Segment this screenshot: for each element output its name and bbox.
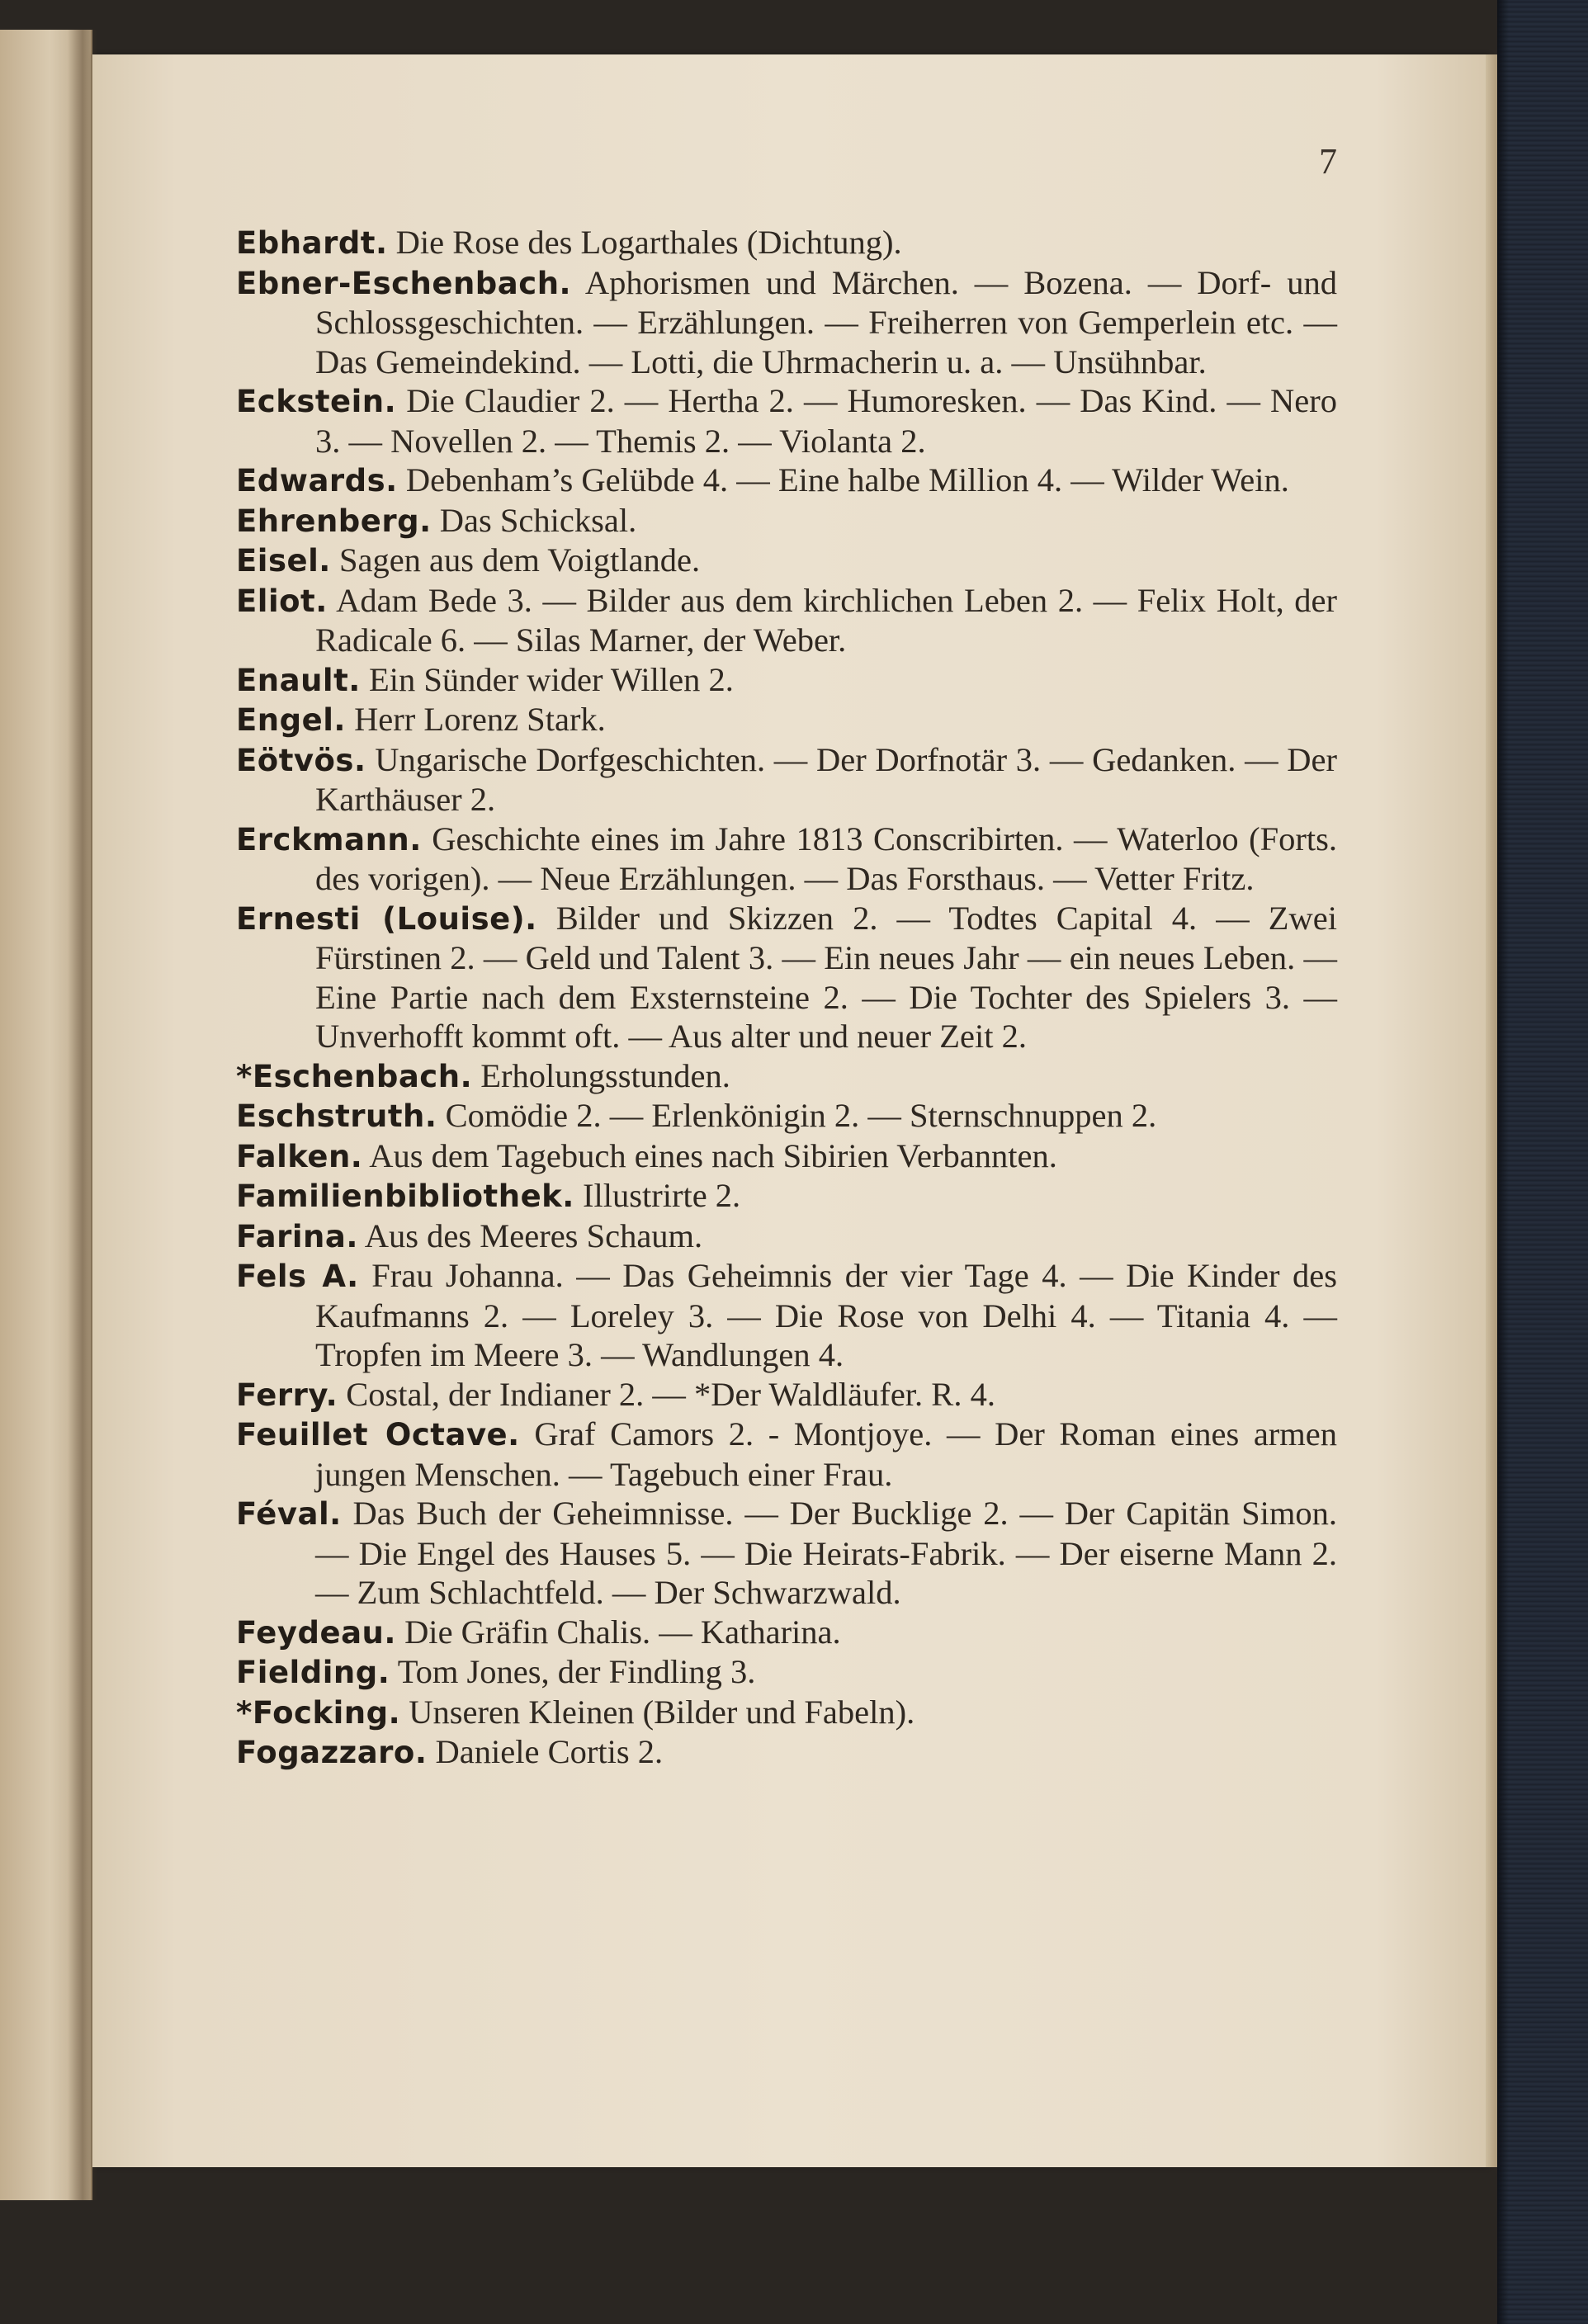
catalog-entry (236, 1216, 1337, 1257)
titles: Sagen aus dem Voigtlande. (338, 541, 701, 579)
titles: Die Claudier 2. — Hertha 2. — Humoresken. — Das Kind. — Nero 3. — Novellen 2. — Themis 2. — Violanta 2. (315, 382, 1338, 460)
titles: Das Schicksal. (439, 501, 637, 539)
titles: Die Gräfin Chalis. — Katharina. (404, 1613, 841, 1651)
titles: Debenham’s Gelübde 4. — Eine halbe Million 4. — Wilder Wein. (405, 461, 1289, 498)
author-name: Familienbibliothek. (236, 1179, 574, 1214)
author-name: Féval. (236, 1496, 342, 1532)
titles: Bilder und Skizzen 2. — Todtes Capital 4. — Zwei Fürstinen 2. — Geld und Talent 3. — Ein neues Jahr — ein neues Leben. — Eine Partie nach dem Exsternsteine 2. — Die Tochter des Spielers 3. — Unverhofft kommt oft. — Aus alter und neuer Zeit 2. (315, 899, 1337, 1055)
catalog-entry (236, 461, 1337, 501)
catalog-entry (236, 1096, 1337, 1136)
author-name: Eisel. (236, 543, 331, 579)
titles: Aus dem Tagebuch eines nach Sibirien Verbannten. (369, 1136, 1057, 1174)
titles: Adam Bede 3. — Bilder aus dem kirchlichen Leben 2. — Felix Holt, der Radicale 6. — Silas Marner, der Weber. (315, 581, 1337, 659)
author-name: Farina. (236, 1218, 358, 1254)
titles: Geschichte eines im Jahre 1813 Conscribirten. — Waterloo (Forts. des vorigen). — Neue Erzählungen. — Das Forsthaus. — Vetter Fritz. (315, 820, 1338, 897)
catalog-entry (236, 1693, 1337, 1733)
catalog-entry (236, 1613, 1337, 1653)
author-name: Ferry. (236, 1377, 338, 1413)
titles: Illustrirte 2. (582, 1177, 741, 1214)
titles: Ungarische Dorfgeschichten. — Der Dorfnotär 3. — Gedanken. — Der Karthäuser 2. (315, 740, 1337, 818)
titles: Herr Lorenz Stark. (354, 701, 606, 738)
author-name: Feydeau. (236, 1614, 396, 1651)
author-name: Eötvös. (236, 742, 366, 778)
catalog-entry (236, 381, 1337, 461)
author-name: Erckmann. (236, 821, 422, 857)
titles: Erholungsstunden. (480, 1056, 730, 1094)
catalog-entry (236, 1256, 1337, 1375)
catalog-entry (236, 541, 1337, 581)
catalog-entry (236, 1415, 1337, 1494)
author-name: Edwards. (236, 463, 398, 498)
book-cover (1497, 0, 1588, 2324)
titles: Comödie 2. — Erlenkönigin 2. — Sternschnuppen 2. (445, 1097, 1157, 1134)
author-name: Engel. (236, 702, 346, 738)
page-number: 7 (1319, 141, 1337, 182)
catalog-entry (236, 899, 1337, 1056)
titles: Costal, der Indianer 2. — *Der Waldläufer. R. 4. (346, 1375, 995, 1413)
author-name: Fogazzaro. (236, 1735, 428, 1770)
author-name: Ehrenberg. (236, 503, 432, 539)
titles: Ein Sünder wider Willen 2. (368, 660, 734, 698)
catalog-entry (236, 660, 1337, 701)
author-name: Ernesti (Louise). (236, 900, 537, 937)
titles: Tom Jones, der Findling 3. (397, 1653, 756, 1690)
catalog-entry (236, 263, 1337, 382)
catalog-list (236, 223, 1337, 1773)
titles: Die Rose des Logarthales (Dichtung). (395, 224, 902, 261)
catalog-entry (236, 1494, 1337, 1613)
catalog-entry (236, 1732, 1337, 1773)
author-name: Feuillet Octave. (236, 1417, 520, 1452)
titles: Das Buch der Geheimnisse. — Der Bucklige 2. — Der Capitän Simon. — Die Engel des Hauses 5. — Die Heirats-Fabrik. — Der eiserne Mann 2. — Zum Schlachtfeld. — Der Schwarzwald. (315, 1495, 1338, 1611)
titles: Daniele Cortis 2. (435, 1733, 664, 1770)
author-name: Fels A. (236, 1259, 359, 1294)
author-name: Falken. (236, 1138, 363, 1174)
catalog-entry (236, 581, 1337, 660)
catalog-entry (236, 1056, 1337, 1097)
catalog-entry (236, 820, 1337, 899)
catalog-entry (236, 501, 1337, 541)
titles: Frau Johanna. — Das Geheimnis der vier Tage 4. — Die Kinder des Kaufmanns 2. — Loreley 3. — Die Rose von Delhi 4. — Titania 4. — Tropfen im Meere 3. — Wandlungen 4. (315, 1257, 1337, 1373)
titles: Aphorismen und Märchen. — Bozena. — Dorf- und Schlossgeschichten. — Erzählungen. — Freiherren von Gemperlein etc. — Das Gemeindekind. — Lotti, die Uhrmacherin u. a. — Unsühnbar. (315, 263, 1337, 380)
author-name: Ebner-Eschenbach. (236, 265, 572, 301)
author-name: Eschstruth. (236, 1098, 437, 1134)
titles: Graf Camors 2. - Montjoye. — Der Roman eines armen jungen Menschen. — Tagebuch einer Frau. (315, 1415, 1338, 1493)
catalog-entry (236, 1652, 1337, 1693)
catalog-entry (236, 740, 1337, 820)
catalog-entry (236, 223, 1337, 263)
titles: Unseren Kleinen (Bilder und Fabeln). (409, 1693, 915, 1731)
catalog-entry (236, 1375, 1337, 1415)
catalog-entry (236, 700, 1337, 740)
author-name: *Focking. (236, 1694, 401, 1731)
author-name: Fielding. (236, 1655, 390, 1690)
catalog-entry (236, 1136, 1337, 1177)
author-name: *Eschenbach. (236, 1058, 473, 1094)
author-name: Enault. (236, 662, 361, 698)
titles: Aus des Meeres Schaum. (364, 1216, 703, 1254)
author-name: Eliot. (236, 583, 328, 619)
author-name: Eckstein. (236, 384, 397, 419)
catalog-entry (236, 1176, 1337, 1216)
author-name: Ebhardt. (236, 225, 388, 261)
